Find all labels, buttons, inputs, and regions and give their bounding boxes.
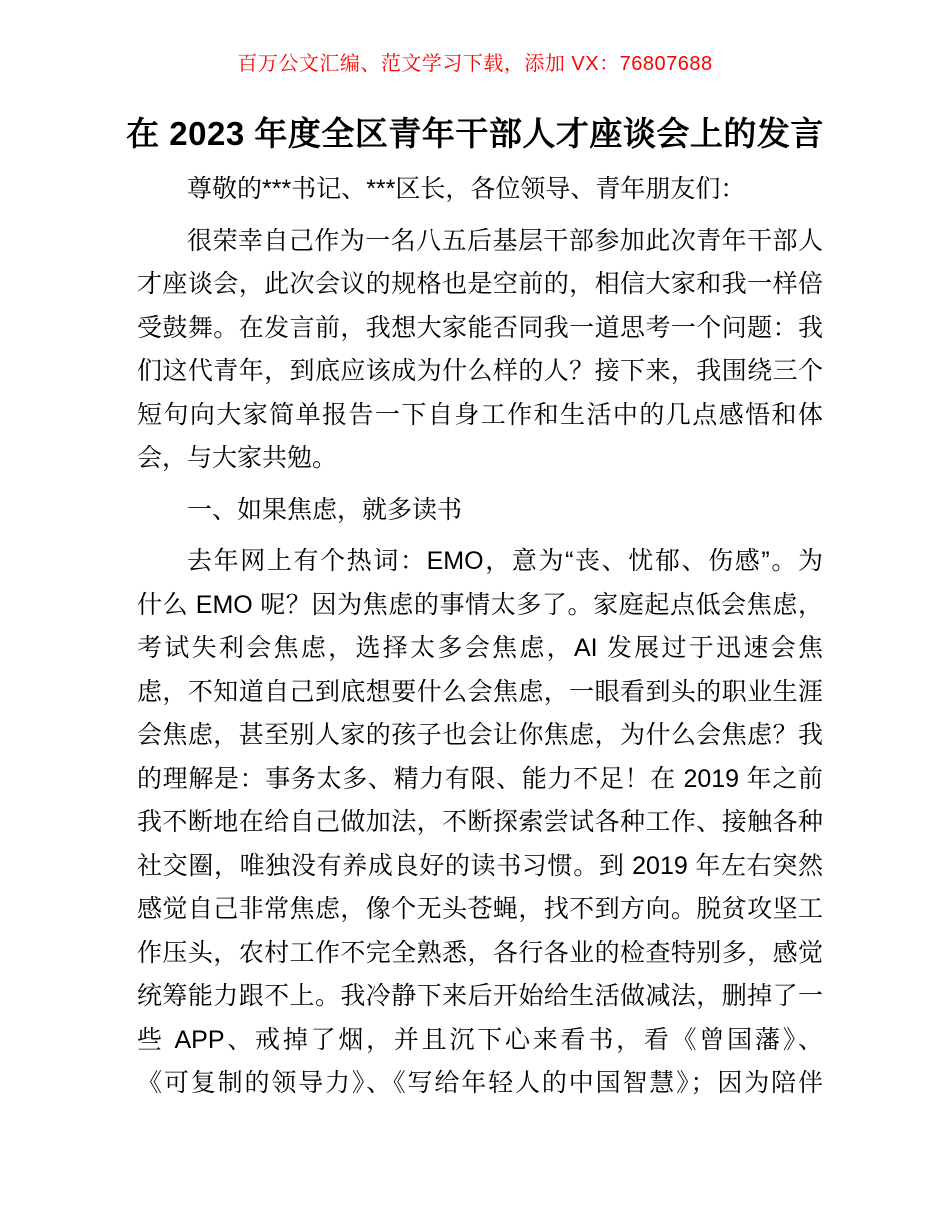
text-line: 会，与大家共勉。 <box>137 444 338 472</box>
document-body <box>137 168 823 1106</box>
text-line: 我不断地在给自己做加法，不断探索尝试各种工作、接触各种 <box>137 808 823 836</box>
text-line: 很荣幸自己作为一名八五后基层干部参加此次青年干部人 <box>187 226 823 255</box>
promo-notice: 百万公文汇编、范文学习下载，添加 VX：76807688 <box>237 53 713 75</box>
text-line: 作压头，农村工作不完全熟悉，各行各业的检查特别多，感觉 <box>137 938 823 967</box>
document-title: 在 2023 年度全区青年干部人才座谈会上的发言 <box>126 115 824 152</box>
text-line: 才座谈会，此次会议的规格也是空前的，相信大家和我一样倍 <box>137 270 823 298</box>
text-line: 《可复制的领导力》、《写给年轻人的中国智慧》；因为陪伴 <box>137 1069 823 1097</box>
text-line: 会焦虑，甚至别人家的孩子也会让你焦虑，为什么会焦虑？我 <box>137 721 823 749</box>
text-line: 的理解是：事务太多、精力有限、能力不足！在 2019 年之前 <box>137 764 823 793</box>
text-line: 去年网上有个热词：EMO，意为“丧、忧郁、伤感”。为 <box>187 547 823 575</box>
text-line: 什么 EMO 呢？因为焦虑的事情太多了。家庭起点低会焦虑， <box>137 590 823 619</box>
text-line: 考试失利会焦虑，选择太多会焦虑，AI 发展过于迅速会焦 <box>137 634 823 662</box>
text-line: 受鼓舞。在发言前，我想大家能否同我一道思考一个问题：我 <box>137 313 823 342</box>
text-line: 们这代青年，到底应该成为什么样的人？接下来，我围绕三个 <box>137 357 823 385</box>
text-line: 感觉自己非常焦虑，像个无头苍蝇，找不到方向。脱贫攻坚工 <box>137 895 823 923</box>
section-heading: 一、如果焦虑，就多读书 <box>187 495 463 524</box>
text-line: 社交圈，唯独没有养成良好的读书习惯。到 2019 年左右突然 <box>137 851 823 880</box>
text-line: 虑，不知道自己到底想要什么会焦虑，一眼看到头的职业生涯 <box>137 677 823 706</box>
text-line: 统筹能力跟不上。我冷静下来后开始给生活做减法，删掉了一 <box>137 982 823 1010</box>
text-line: 尊敬的***书记、***区长，各位领导、青年朋友们： <box>187 175 746 203</box>
text-line: 些 APP、戒掉了烟，并且沉下心来看书，看《曾国藩》、 <box>137 1025 823 1054</box>
text-line: 短句向大家简单报告一下自身工作和生活中的几点感悟和体 <box>137 400 823 429</box>
